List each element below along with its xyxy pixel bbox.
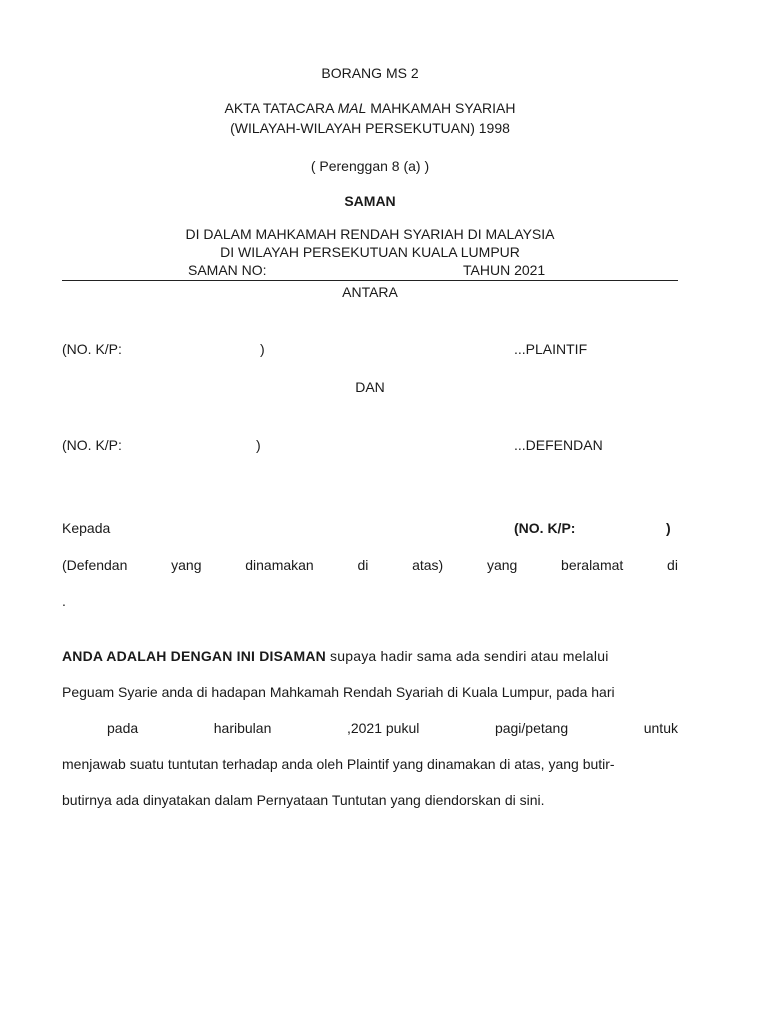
paragraph-reference: ( Perenggan 8 (a) ): [310, 158, 430, 174]
summons-line4: menjawab suatu tuntutan terhadap anda oleh Plaintif yang dinamakan di atas, yang butir-: [62, 756, 615, 772]
desc-word: atas): [412, 557, 444, 573]
addressee-kp-close: ): [666, 520, 671, 536]
act-title-prefix: AKTA TATACARA: [224, 100, 338, 116]
desc-word: beralamat: [561, 557, 624, 573]
desc-word: dinamakan: [245, 557, 314, 573]
summons-line1-rest: supaya hadir sama ada sendiri atau melalui: [325, 648, 609, 664]
saman-no-label: SAMAN NO:: [188, 262, 267, 278]
plaintiff-kp-close: ): [260, 341, 265, 357]
plaintiff-role: ...PLAINTIF: [514, 341, 588, 357]
desc-word: yang: [486, 557, 518, 573]
summons-bold-phrase: ANDA ADALAH DENGAN INI DISAMAN: [62, 648, 326, 664]
summons-line3: [107, 719, 678, 737]
desc-word: di: [667, 557, 678, 573]
summons-line2: Peguam Syarie anda di hadapan Mahkamah Rendah Syariah di Kuala Lumpur, pada hari: [62, 684, 615, 700]
desc-word: yang: [171, 557, 202, 573]
defendant-kp-close: ): [256, 437, 261, 453]
summons-line5: butirnya ada dinyatakan dalam Pernyataan Tuntutan yang diendorskan di sini.: [62, 792, 545, 808]
act-title-suffix: MAHKAMAH SYARIAH: [366, 100, 516, 116]
line3-word: haribulan: [213, 720, 272, 736]
plaintiff-kp-label: (NO. K/P:: [62, 341, 122, 357]
kepada-label: Kepada: [62, 520, 111, 536]
line3-word: ,2021 pukul: [346, 720, 420, 736]
addressee-kp-label: (NO. K/P:: [514, 520, 576, 536]
tahun-label: TAHUN 2021: [463, 262, 546, 278]
line3-word: pada: [107, 720, 139, 736]
line3-word: pagi/petang: [494, 720, 569, 736]
dan-label: DAN: [355, 379, 385, 395]
line3-word: untuk: [643, 720, 678, 736]
desc-word: di: [357, 557, 369, 573]
form-title: BORANG MS 2: [321, 65, 419, 81]
header-divider: [62, 280, 678, 281]
act-title-line2: (WILAYAH-WILAYAH PERSEKUTUAN) 1998: [230, 120, 510, 136]
desc-word: (Defendan: [62, 557, 128, 573]
act-title-line1: [0, 99, 740, 117]
document-type-heading: SAMAN: [344, 193, 396, 209]
address-placeholder-dot: .: [62, 593, 66, 609]
antara-label: ANTARA: [342, 284, 398, 300]
summons-line1: [62, 647, 678, 665]
defendant-role: ...DEFENDAN: [514, 437, 603, 453]
addressee-description: [62, 556, 678, 574]
court-line1: DI DALAM MAHKAMAH RENDAH SYARIAH DI MALAYSIA: [185, 226, 555, 242]
court-line2: DI WILAYAH PERSEKUTUAN KUALA LUMPUR: [220, 244, 520, 260]
act-title-italic: MAL: [337, 100, 367, 116]
defendant-kp-label: (NO. K/P:: [62, 437, 122, 453]
